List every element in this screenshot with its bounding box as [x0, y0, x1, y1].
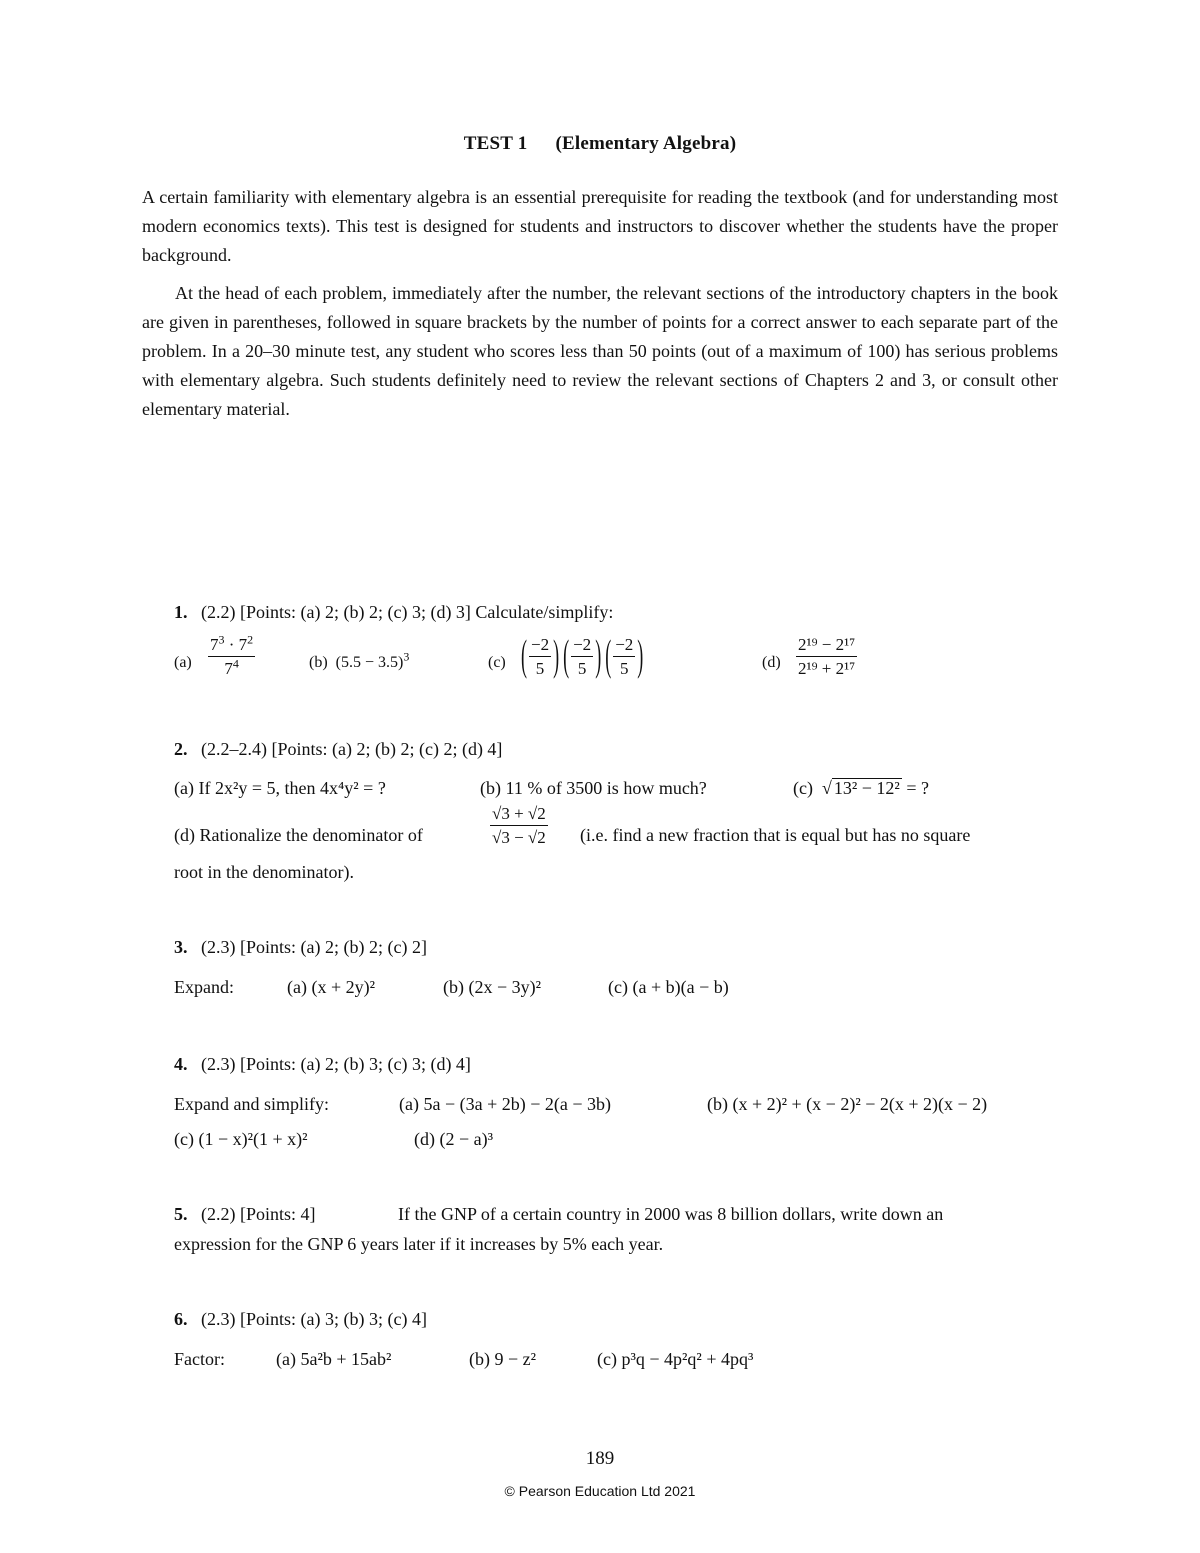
intro-paragraph-1: A certain familiarity with elementary algebra is an essential prerequisite for reading the textbook (and for understanding most modern economics texts). This test is designed for students and instructors to discover whether the students have the proper background. [142, 187, 1058, 265]
problem-6-header: 6. (2.3) [Points: (a) 3; (b) 3; (c) 4] [174, 1309, 427, 1329]
problem-6-part-c: (c) p³q − 4p²q² + 4pq³ [597, 1349, 754, 1369]
test-label: TEST 1 [463, 133, 528, 154]
problem-4-part-a: (a) 5a − (3a + 2b) − 2(a − 3b) [399, 1094, 612, 1114]
page-title [0, 133, 1200, 155]
problem-1-parts [174, 631, 1074, 694]
problem-2-part-a: (a) If 2x²y = 5, then 4x⁴y² = ? [174, 778, 386, 798]
problem-3-part-b: (b) (2x − 3y)² [443, 977, 542, 997]
page-number: 189 [585, 1448, 615, 1469]
problem-6-lead: Factor: [174, 1349, 225, 1369]
test-subject: (Elementary Algebra) [555, 133, 737, 154]
problem-5-header: 5. (2.2) [Points: 4] [174, 1204, 316, 1224]
problem-5-text-line-2: expression for the GNP 6 years later if it increases by 5% each year. [174, 1234, 664, 1254]
problem-2-part-b: (b) 11 % of 3500 is how much? [480, 778, 707, 798]
problem-5-text-line-1: If the GNP of a certain country in 2000 was 8 billion dollars, write down an [398, 1204, 944, 1224]
problem-heading: (2.2) [Points: (a) 2; (b) 2; (c) 3; (d) 3] Calculate/simplify: [201, 602, 614, 622]
part-b-expression: (b) $(5.5 - 3.5)^3$ [309, 649, 410, 671]
problem-2-part-c: (c) √ 13² − 12² = ? [793, 778, 929, 798]
problem-4-header: 4. (2.3) [Points: (a) 2; (b) 3; (c) 3; (d) 4] [174, 1054, 471, 1074]
problem-2-part-d: (d) Rationalize the denominator of [174, 825, 423, 845]
part-d-label: (d) [762, 654, 781, 671]
problem-4-part-b: (b) (x + 2)² + (x − 2)² − 2(x + 2)(x − 2) [707, 1094, 988, 1114]
problem-4-lead: Expand and simplify: [174, 1094, 329, 1114]
part-c-label: (c) [488, 654, 506, 671]
intro-paragraph-2: At the head of each problem, immediately after the number, the relevant sections of the introductory chapters in the book are given in parentheses, followed in square brackets by the number of points for a correct answer to each separate part of the problem. In a 20–30 minute test, any student who scores less than 50 points (out of a maximum of 100) has serious problems with elementary algebra. Such students definitely need to review the relevant sections of Chapters 2 and 3, or consult other elementary material. [142, 283, 1058, 419]
problem-2-part-d-tail: (i.e. find a new fraction that is equal but has no square [580, 825, 971, 845]
part-a-label: (a) [174, 654, 192, 671]
copyright-notice: © Pearson Education Ltd 2021 [504, 1483, 696, 1499]
problem-3-part-a: (a) (x + 2y)² [287, 977, 376, 997]
problem-6-part-b: (b) 9 − z² [469, 1349, 537, 1369]
problem-4-part-c: (c) (1 − x)²(1 + x)² [174, 1129, 308, 1149]
part-d-fraction: $\frac{\text{2¹⁹ − 2¹⁷}}{\text{2¹⁹ + 2¹⁷}}$ [798, 635, 856, 678]
problem-3-header: 3. (2.3) [Points: (a) 2; (b) 2; (c) 2] [174, 937, 427, 957]
problem-6-part-a: (a) 5a²b + 15ab² [276, 1349, 392, 1369]
problem-1-header [174, 600, 613, 624]
part-c-product: ( $\frac{-2}{5}$ ) ( $\frac{-2}{5}$ ) ( $\frac{-2}{5}$ ) [521, 631, 644, 680]
problem-2-header: 2. (2.2–2.4) [Points: (a) 2; (b) 2; (c) 2; (d) 4] [174, 739, 503, 759]
problem-3-part-c: (c) (a + b)(a − b) [608, 977, 729, 997]
part-a-fraction: $\frac{7^3 \cdot 7^2}{7^4}$ [210, 632, 254, 678]
problem-2-part-d-continued: root in the denominator). [174, 862, 354, 882]
problem-3-lead: Expand: [174, 977, 234, 997]
problem-2-radical-fraction: $\frac{√3 + √2}{√3 - √2}$ [492, 804, 546, 847]
problem-4-part-d: (d) (2 − a)³ [414, 1129, 494, 1149]
problem-number: 1. [174, 602, 188, 622]
